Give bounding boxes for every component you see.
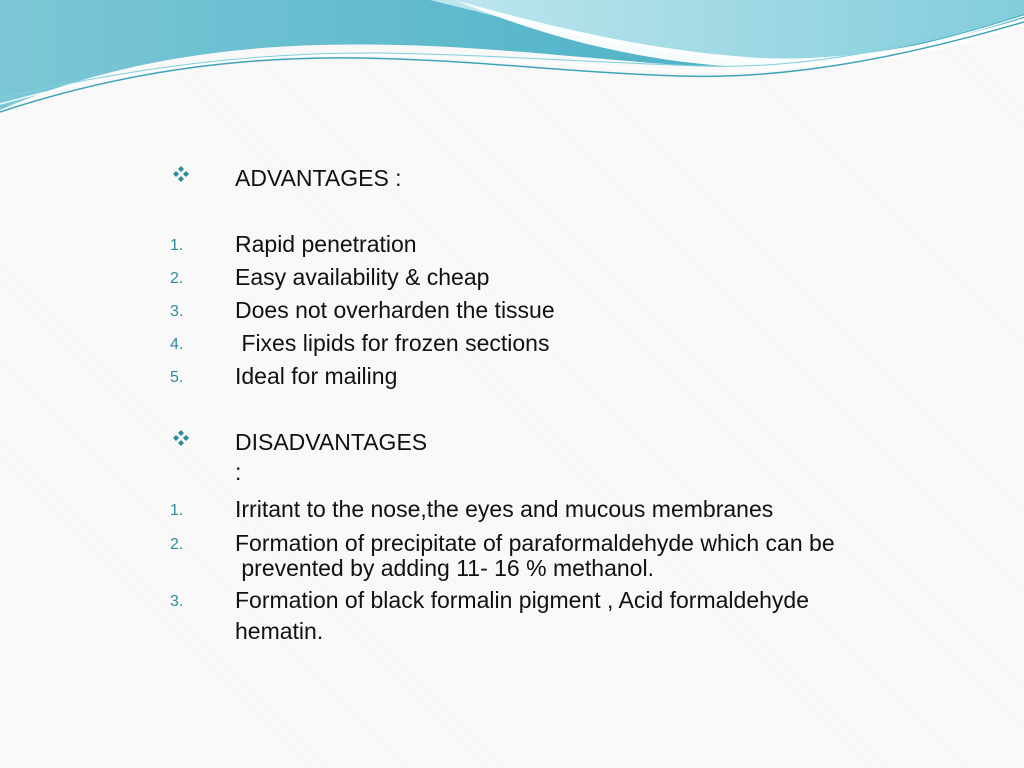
disadvantages-item-3-number: 3. xyxy=(170,593,184,610)
advantages-heading: ADVANTAGES : xyxy=(235,165,402,191)
advantages-item-1: Rapid penetration xyxy=(235,231,417,257)
disadvantages-heading: DISADVANTAGES xyxy=(235,429,428,455)
disadvantages-item-1: Irritant to the nose,the eyes and mucous membranes xyxy=(235,496,774,522)
advantages-item-5-number: 5. xyxy=(170,369,184,386)
disadvantages-item-3-line-2: hematin. xyxy=(235,618,324,644)
advantages-item-2: Easy availability & cheap xyxy=(235,264,490,290)
advantages-item-3-number: 3. xyxy=(170,303,184,320)
advantages-item-1-number: 1. xyxy=(170,237,184,254)
disadvantages-heading-colon: : xyxy=(235,459,242,485)
advantages-item-4-number: 4. xyxy=(170,336,184,353)
disadvantages-item-2-line-1: Formation of precipitate of paraformaldehyde which can be xyxy=(235,530,835,556)
diamond-bullet-icon xyxy=(172,165,190,183)
disadvantages-item-3-line-1: Formation of black formalin pigment , Acid formaldehyde xyxy=(235,587,809,613)
advantages-item-3: Does not overharden the tissue xyxy=(235,297,555,323)
disadvantages-item-1-number: 1. xyxy=(170,502,184,519)
disadvantages-item-2-number: 2. xyxy=(170,536,184,553)
disadvantages-item-2-line-2: prevented by adding 11- 16 % methanol. xyxy=(235,555,654,581)
header-wave-decoration xyxy=(0,0,1024,120)
advantages-item-2-number: 2. xyxy=(170,270,184,287)
advantages-item-5: Ideal for mailing xyxy=(235,363,398,389)
advantages-item-4: Fixes lipids for frozen sections xyxy=(235,330,550,356)
diamond-bullet-icon xyxy=(172,429,190,447)
